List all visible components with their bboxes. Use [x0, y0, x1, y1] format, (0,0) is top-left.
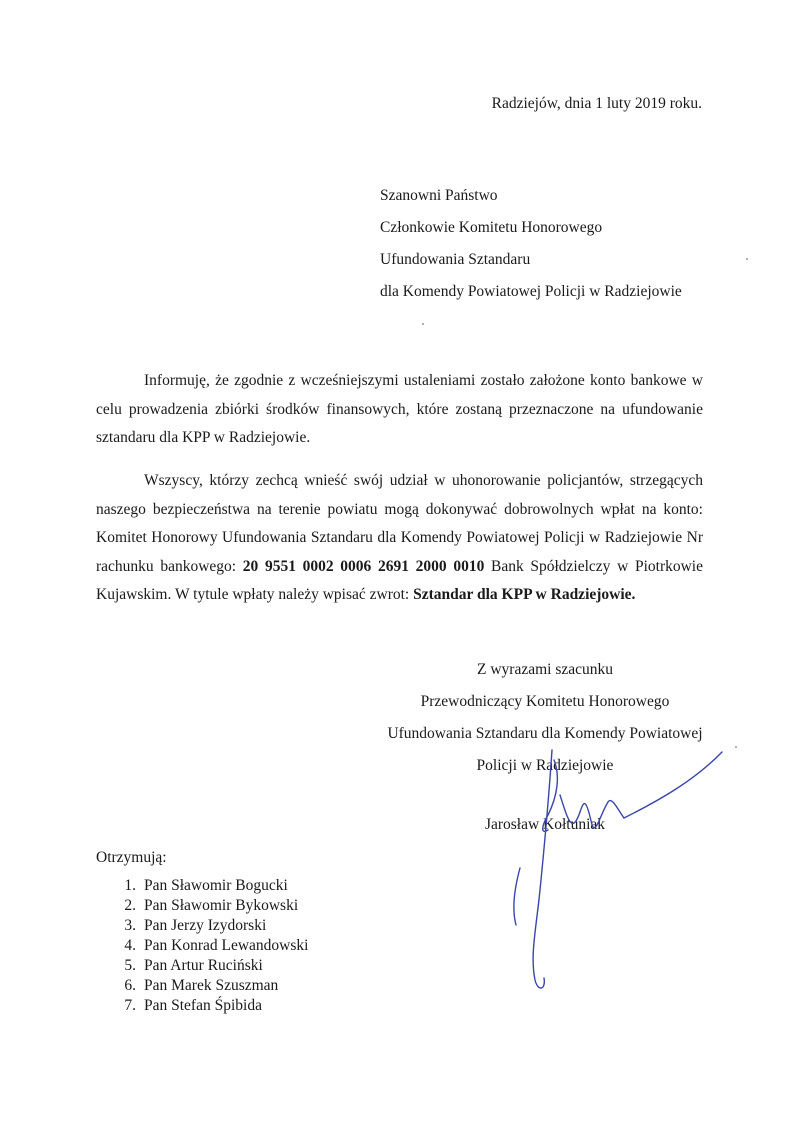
date-line: Radziejów, dnia 1 luty 2019 roku.: [491, 95, 702, 112]
account-number: 20 9551 0002 0006 2691 2000 0010: [242, 557, 485, 575]
closing-line-1: Z wyrazami szacunku: [477, 661, 613, 678]
closing-line-3: Ufundowania Sztandaru dla Komendy Powiatowej: [387, 725, 703, 742]
scan-speck: [422, 323, 424, 325]
scan-speck: [746, 258, 748, 260]
body-paragraph-2: [96, 467, 703, 610]
list-item: 5. Pan Artur Ruciński: [124, 957, 263, 974]
list-item: 7. Pan Stefan Śpibida: [124, 997, 262, 1014]
paragraph-1-text: Informuję, że zgodnie z wcześniejszymi ustaleniami zostało założone konto bankowe w celu prowadzenia zbiórki środków finansowych, które zostaną przeznaczone na ufundowanie sztandaru dla KPP w Radziejowie.: [96, 372, 703, 446]
closing-line-2: Przewodniczący Komitetu Honorowego: [420, 693, 670, 710]
recipient-line-2: Członkowie Komitetu Honorowego: [380, 219, 603, 236]
list-item: 2. Pan Sławomir Bykowski: [124, 897, 299, 914]
list-item: 4. Pan Konrad Lewandowski: [124, 937, 309, 954]
scan-speck: [735, 746, 737, 748]
paragraph-2-text-a: Wszyscy, którzy zechcą wnieść swój udział w uhonorowanie policjantów, strzegących naszego bezpieczeństwa na terenie powiatu mogą dokonywać dobrowolnych wpłat na konto: Komitet Honorowy Ufundowania Sztandaru dla Komendy Powiatowej Policji w Radziejowie Nr rachunku bankowego:: [96, 472, 703, 575]
recipient-line-4: dla Komendy Powiatowej Policji w Radziejowie: [380, 283, 682, 300]
list-item: 6. Pan Marek Szuszman: [124, 977, 279, 994]
recipient-line-3: Ufundowania Sztandaru: [380, 251, 531, 268]
body-paragraph-1: [96, 367, 703, 453]
distribution-heading: Otrzymują:: [96, 849, 167, 866]
paragraph-2-text-b: Bank Spółdzielczy w Piotrkowie Kujawskim. W tytule wpłaty należy wpisać zwrot:: [96, 557, 703, 603]
recipient-line-1: Szanowni Państwo: [380, 187, 498, 204]
closing-line-4: Policji w Radziejowie: [476, 757, 614, 774]
transfer-title: Sztandar dla KPP w Radziejowie.: [413, 586, 636, 603]
handwritten-signature: [500, 740, 740, 1000]
list-item: 3. Pan Jerzy Izydorski: [124, 917, 267, 934]
distribution-list: [96, 876, 308, 1016]
list-item: 1. Pan Sławomir Bogucki: [124, 877, 288, 894]
signer-name: Jarosław Kołtuniak: [484, 816, 606, 833]
